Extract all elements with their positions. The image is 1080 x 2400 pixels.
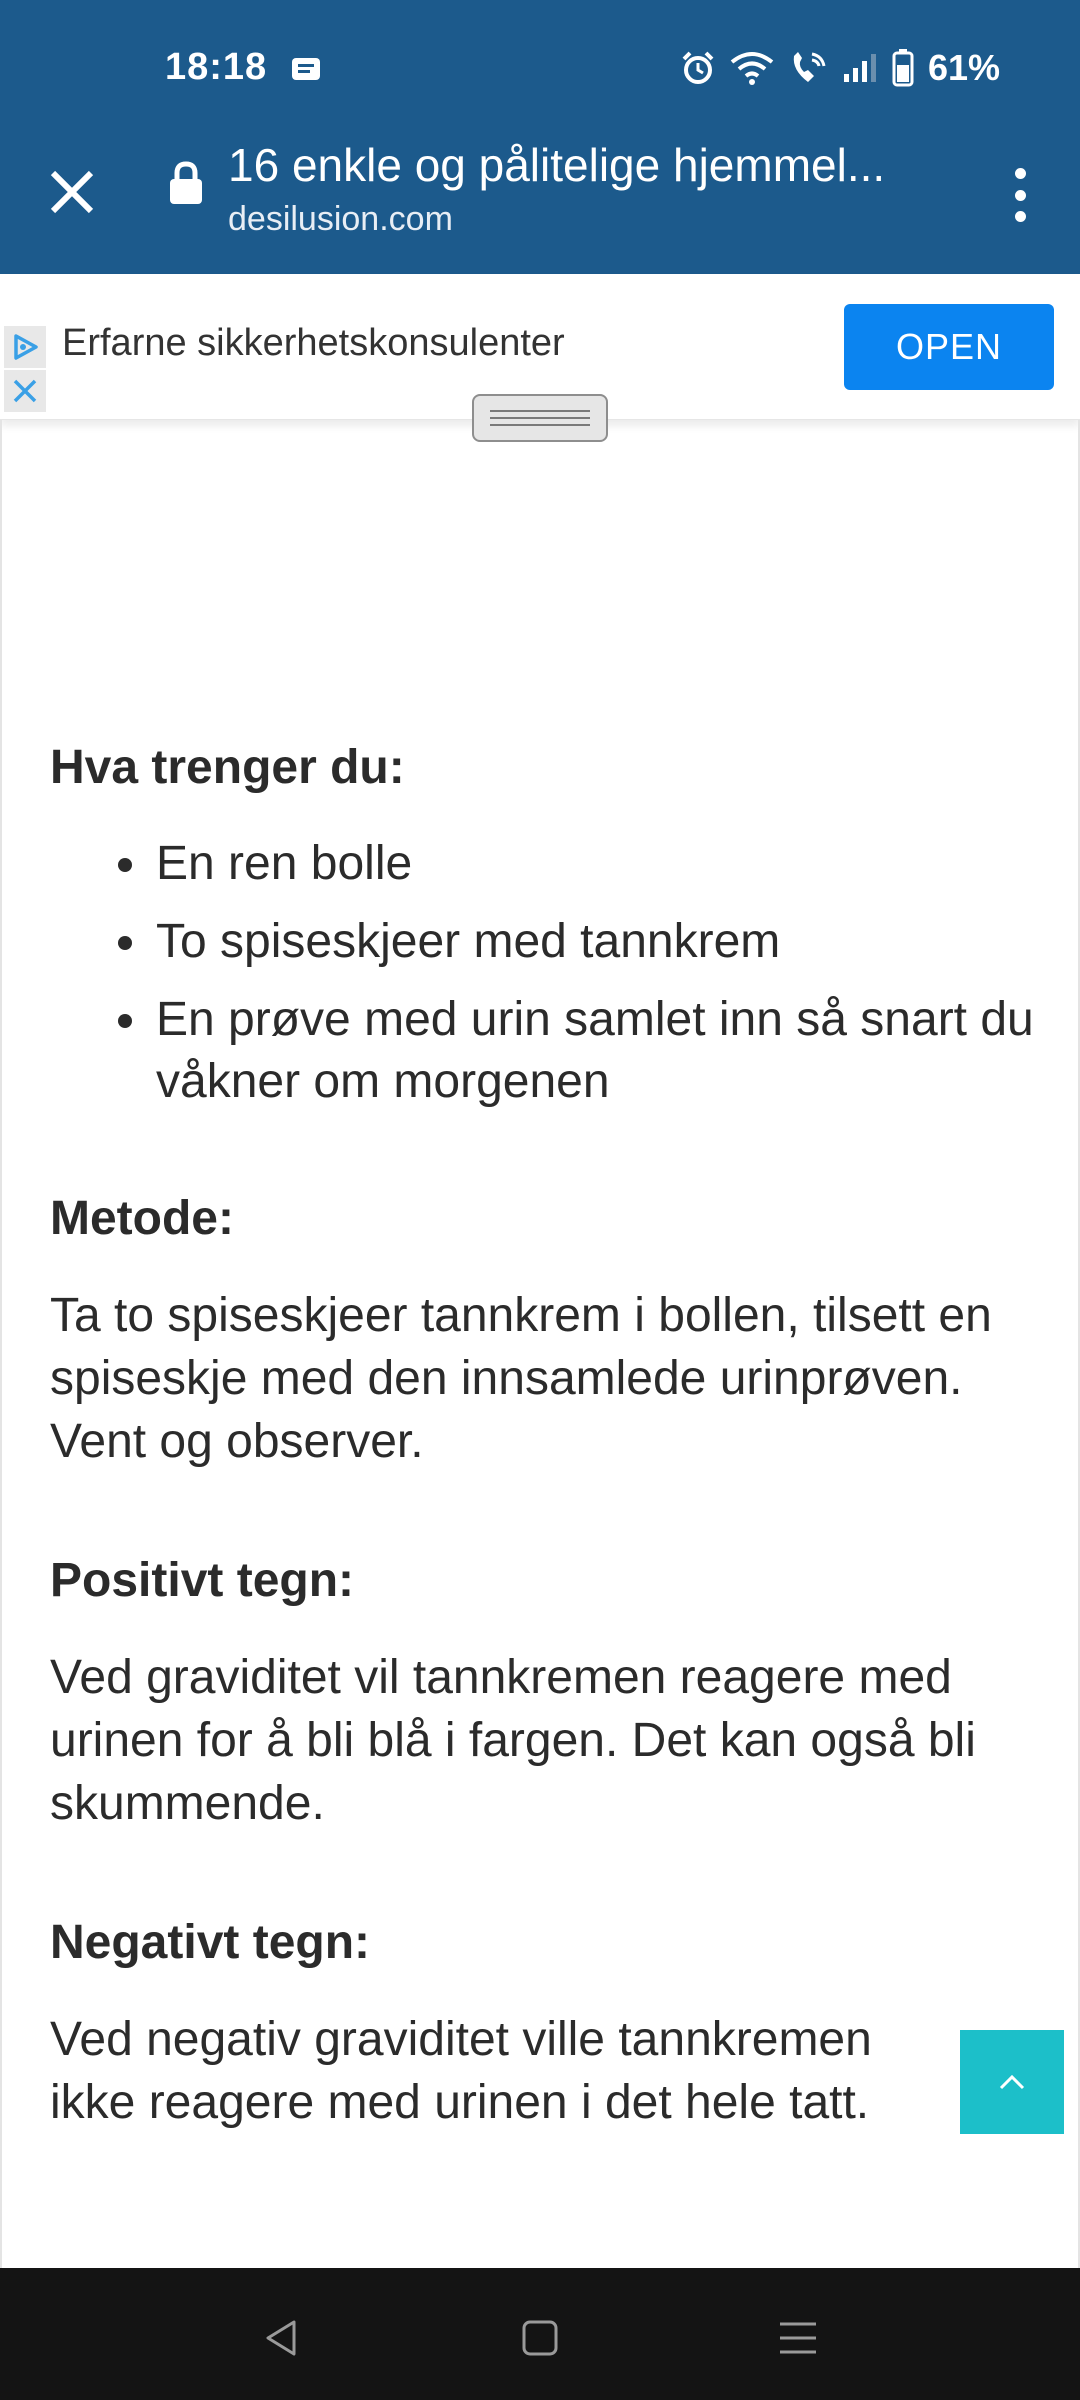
ad-close-button[interactable] <box>4 370 46 412</box>
home-icon <box>520 2318 560 2358</box>
recents-button[interactable] <box>768 2308 828 2368</box>
home-button[interactable] <box>510 2308 570 2368</box>
status-time: 18:18 <box>165 46 268 88</box>
ad-text[interactable]: Erfarne sikkerhetskonsulenter <box>62 322 565 364</box>
system-navigation-bar <box>0 2268 1080 2400</box>
list-item: To spiseskjeer med tannkrem <box>50 911 1040 973</box>
close-tab-button[interactable] <box>40 160 104 224</box>
recents-icon <box>778 2318 818 2358</box>
article-content <box>50 740 1040 2214</box>
page-domain[interactable]: desilusion.com <box>228 200 453 238</box>
overflow-menu-button[interactable] <box>1000 160 1040 230</box>
battery-percent: 61% <box>927 47 1000 88</box>
back-button[interactable] <box>252 2308 312 2368</box>
status-icons <box>680 46 1000 90</box>
custom-tab-toolbar <box>0 130 1080 274</box>
negative-heading: Negativt tegn: <box>50 1916 371 1969</box>
list-item: En prøve med urin samlet inn så snart du våkner om morgenen <box>50 989 1040 1113</box>
wifi-icon <box>730 50 774 86</box>
alarm-icon <box>680 50 716 86</box>
message-icon <box>290 56 322 82</box>
status-bar <box>0 0 1080 130</box>
menu-dot-icon <box>1015 190 1026 201</box>
adchoices-icon[interactable] <box>4 326 46 368</box>
page-title[interactable]: 16 enkle og pålitelige hjemmel... <box>228 139 886 191</box>
close-icon <box>11 377 39 405</box>
positive-text: Ved graviditet vil tannkremen reagere med urinen for å bli blå i fargen. Det kan også bli skummende. <box>50 1651 976 1830</box>
negative-text: Ved negativ graviditet ville tannkremen ikke reagere med urinen i det hele tatt. <box>50 2013 872 2129</box>
needs-heading: Hva trenger du: <box>50 741 405 794</box>
positive-heading: Positivt tegn: <box>50 1554 355 1607</box>
close-icon <box>49 169 95 215</box>
needs-list <box>50 833 1040 1113</box>
lock-icon[interactable] <box>168 160 204 206</box>
method-text: Ta to spiseskjeer tannkrem i bollen, tilsett en spiseskje med den innsamlede urinprøven. Vent og observer. <box>50 1289 992 1468</box>
menu-dot-icon <box>1015 211 1026 222</box>
method-heading: Metode: <box>50 1192 234 1245</box>
ad-banner[interactable] <box>0 274 1080 420</box>
list-item: En ren bolle <box>50 833 1040 895</box>
menu-dot-icon <box>1015 168 1026 179</box>
chevron-up-icon <box>997 2072 1027 2092</box>
battery-icon <box>892 49 914 87</box>
back-icon <box>262 2318 302 2358</box>
scroll-to-top-button[interactable] <box>960 2030 1064 2134</box>
wifi-call-icon <box>788 50 828 86</box>
signal-icon <box>842 52 878 84</box>
ad-open-button[interactable]: OPEN <box>844 304 1054 390</box>
article-frame <box>0 420 1080 2268</box>
